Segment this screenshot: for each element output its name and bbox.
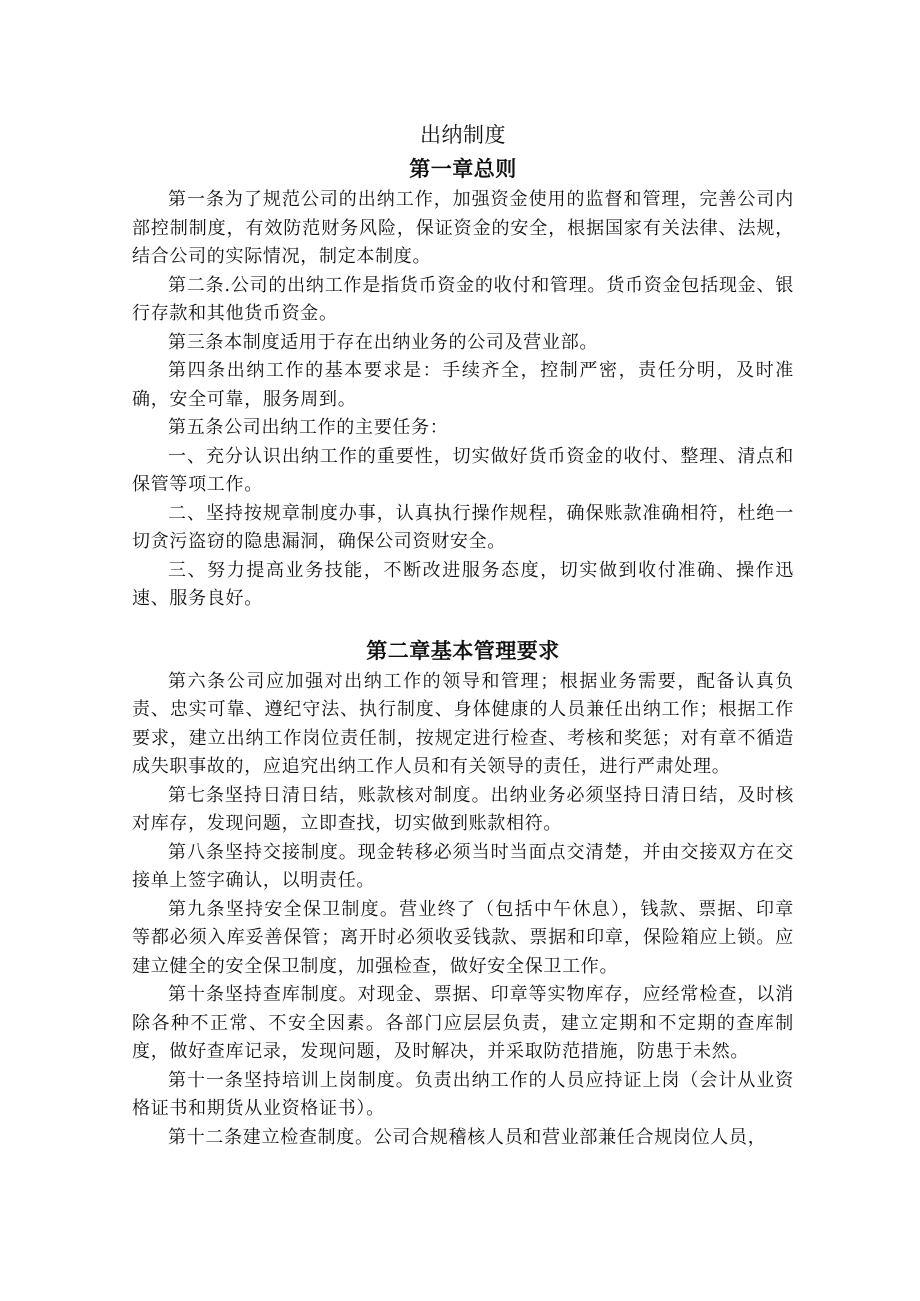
task-item-2: 二、坚持按规章制度办事，认真执行操作规程，确保账款准确相符，杜绝一切贪污盗窃的隐患漏洞，确保公司资财安全。 — [132, 502, 794, 552]
article-11: 第十一条坚持培训上岗制度。负责出纳工作的人员应持证上岗（会计从业资格证书和期货从业资格证书）。 — [132, 1069, 794, 1119]
document-title: 出纳制度 — [420, 123, 506, 147]
chapter-1-title: 第一章总则 — [409, 157, 517, 181]
chapter-2-title: 第二章基本管理要求 — [366, 638, 560, 663]
document-body — [132, 118, 794, 1152]
chapter-2-section — [132, 634, 794, 1153]
article-12: 第十二条建立检查制度。公司合规稽核人员和营业部兼任合规岗位人员， — [168, 1126, 767, 1148]
article-3: 第三条本制度适用于存在出纳业务的公司及营业部。 — [168, 331, 599, 353]
article-8: 第八条坚持交接制度。现金转移必须当时当面点交清楚，并由交接双方在交接单上签字确认，以明责任。 — [132, 841, 794, 891]
task-item-3: 三、努力提高业务技能，不断改进服务态度，切实做到收付准确、操作迅速、服务良好。 — [132, 559, 794, 609]
article-2: 第二条.公司的出纳工作是指货币资金的收付和管理。货币资金包括现金、银行存款和其他货币资金。 — [132, 274, 794, 324]
article-1: 第一条为了规范公司的出纳工作，加强资金使用的监督和管理，完善公司内部控制制度，有效防范财务风险，保证资金的安全，根据国家有关法律、法规，结合公司的实际情况，制定本制度。 — [132, 189, 794, 267]
article-7: 第七条坚持日清日结，账款核对制度。出纳业务必须坚持日清日结，及时核对库存，发现问题，立即查找，切实做到账款相符。 — [132, 784, 794, 834]
task-item-1: 一、充分认识出纳工作的重要性，切实做好货币资金的收付、整理、清点和保管等项工作。 — [132, 445, 794, 495]
article-9: 第九条坚持安全保卫制度。营业终了（包括中午休息），钱款、票据、印章等都必须入库妥善保管；离开时必须收妥钱款、票据和印章，保险箱应上锁。应建立健全的安全保卫制度，加强检查，做好安全保卫工作。 — [132, 898, 794, 977]
article-6: 第六条公司应加强对出纳工作的领导和管理；根据业务需要，配备认真负责、忠实可靠、遵纪守法、执行制度、身体健康的人员兼任出纳工作；根据工作要求，建立出纳工作岗位责任制，按规定进行检查、考核和奖惩；对有章不循造成失职事故的，应追究出纳工作人员和有关领导的责任，进行严肃处理。 — [132, 670, 794, 777]
article-10: 第十条坚持查库制度。对现金、票据、印章等实物库存，应经常检查，以消除各种不正常、不安全因素。各部门应层层负责，建立定期和不定期的查库制度，做好查库记录，发现问题，及时解决，并采取防范措施，防患于未然。 — [132, 984, 794, 1062]
article-5: 第五条公司出纳工作的主要任务： — [168, 417, 449, 438]
chapter-1-section — [132, 152, 794, 614]
article-4: 第四条出纳工作的基本要求是：手续齐全，控制严密，责任分明，及时准确，安全可靠，服务周到。 — [132, 360, 794, 410]
